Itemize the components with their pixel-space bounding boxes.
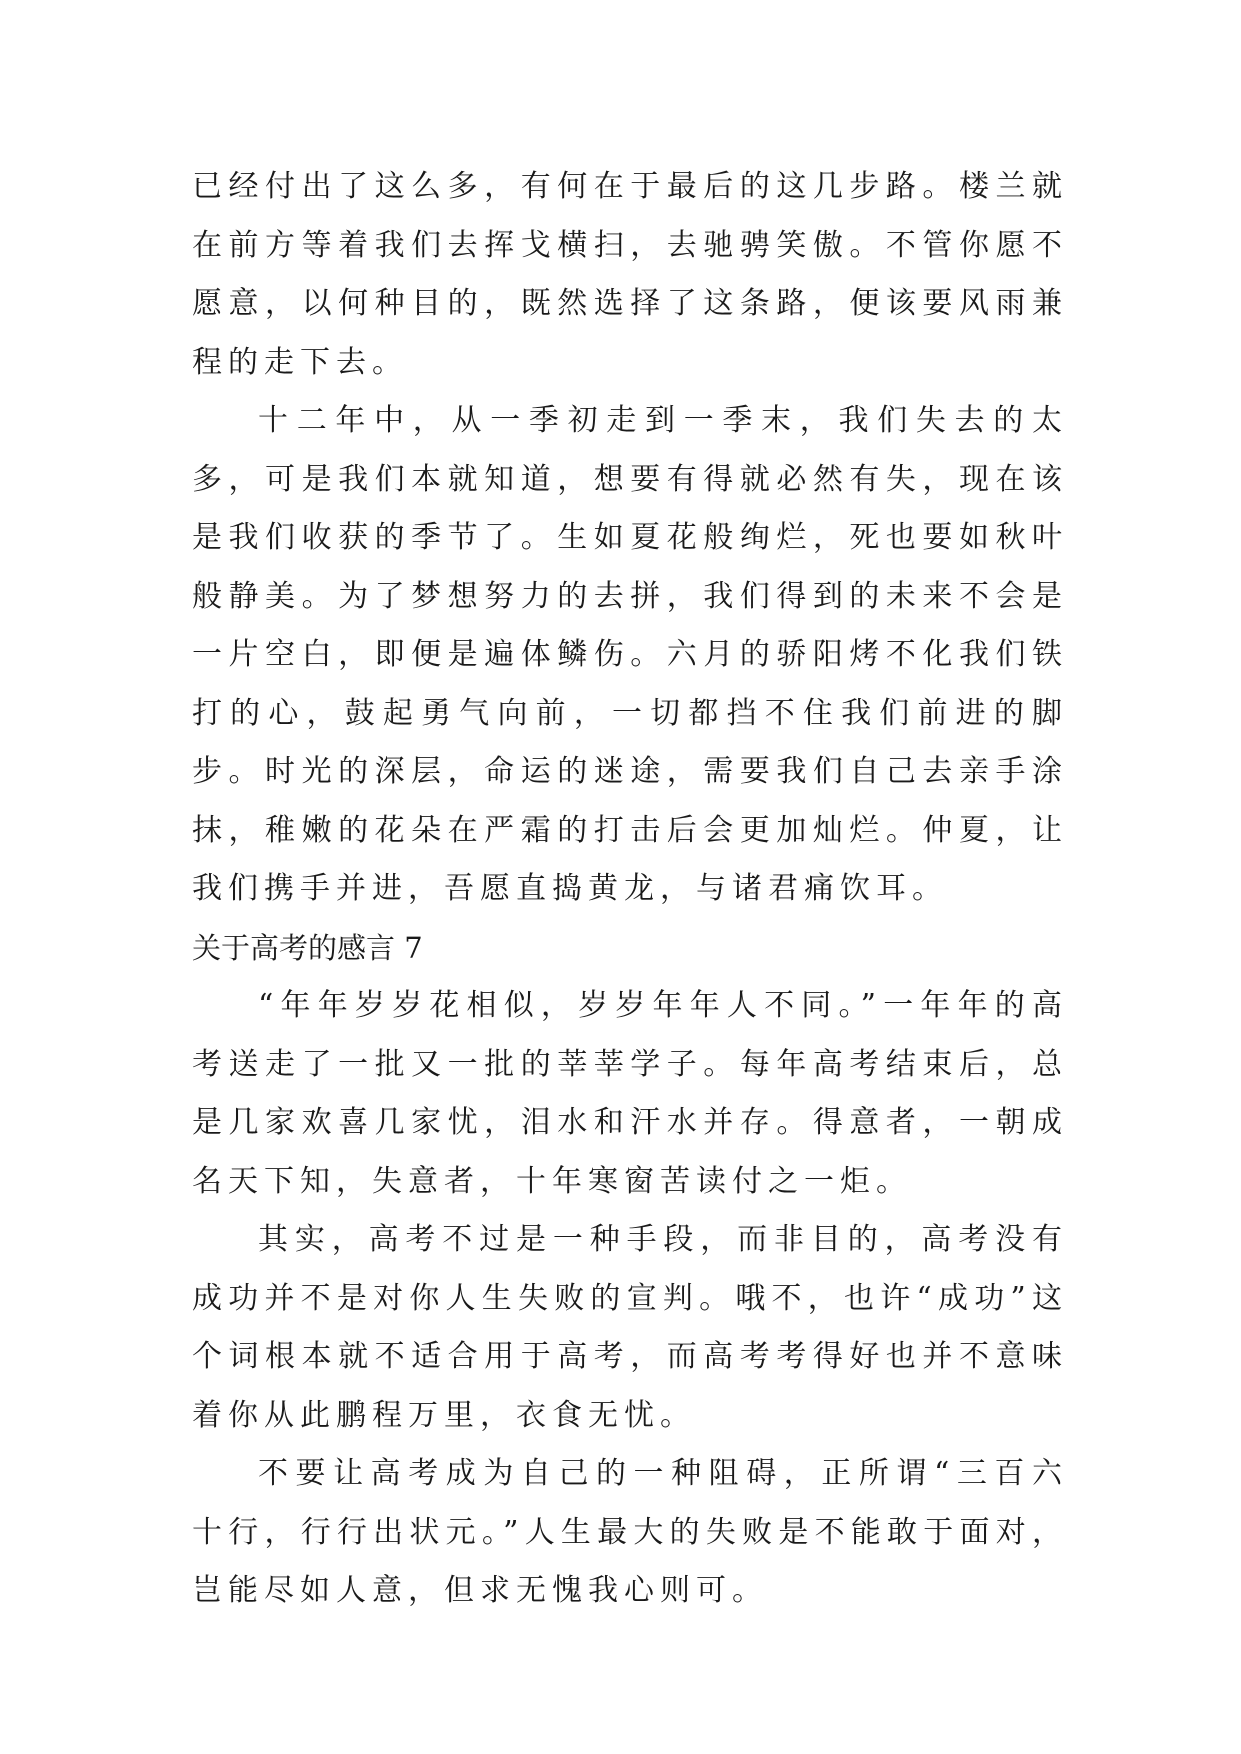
paragraph-twelve-years: 十二年中，从一季初走到一季末，我们失去的太多，可是我们本就知道，想要有得就必然有失，现在该是我们收获的季节了。生如夏花般绚烂，死也要如秋叶般静美。为了梦想努力的去拼，我们得到的未来不会是一片空白，即便是遍体鳞伤。六月的骄阳烤不化我们铁打的心，鼓起勇气向前，一切都挡不住我们前进的脚步。时光的深层，命运的迷途，需要我们自己去亲手涂抹，稚嫩的花朵在严霜的打击后会更加灿烂。仲夏，让我们携手并进，吾愿直捣黄龙，与诸君痛饮耳。 xyxy=(192,403,1068,906)
paragraph-years-flowers: “年年岁岁花相似，岁岁年年人不同。”一年年的高考送走了一批又一批的莘莘学子。每年高考结束后，总是几家欢喜几家忧，泪水和汗水并存。得意者，一朝成名天下知，失意者，十年寒窗苦读付之一炬。 xyxy=(192,988,1068,1199)
section-heading: 关于高考的感言 7 xyxy=(192,930,423,965)
paragraph-dont-let: 不要让高考成为自己的一种阻碍，正所谓“三百六十行，行行出状元。”人生最大的失败是不能敢于面对，岂能尽如人意，但求无愧我心则可。 xyxy=(192,1456,1068,1608)
document-body xyxy=(192,158,1068,1621)
paragraph-continuation: 已经付出了这么多，有何在于最后的这几步路。楼兰就在前方等着我们去挥戈横扫，去驰骋笑傲。不管你愿不愿意，以何种目的，既然选择了这条路，便该要风雨兼程的走下去。 xyxy=(192,169,1068,380)
paragraph-actually: 其实，高考不过是一种手段，而非目的，高考没有成功并不是对你人生失败的宣判。哦不，也许“成功”这个词根本就不适合用于高考，而高考考得好也并不意味着你从此鹏程万里，衣食无忧。 xyxy=(192,1222,1068,1433)
